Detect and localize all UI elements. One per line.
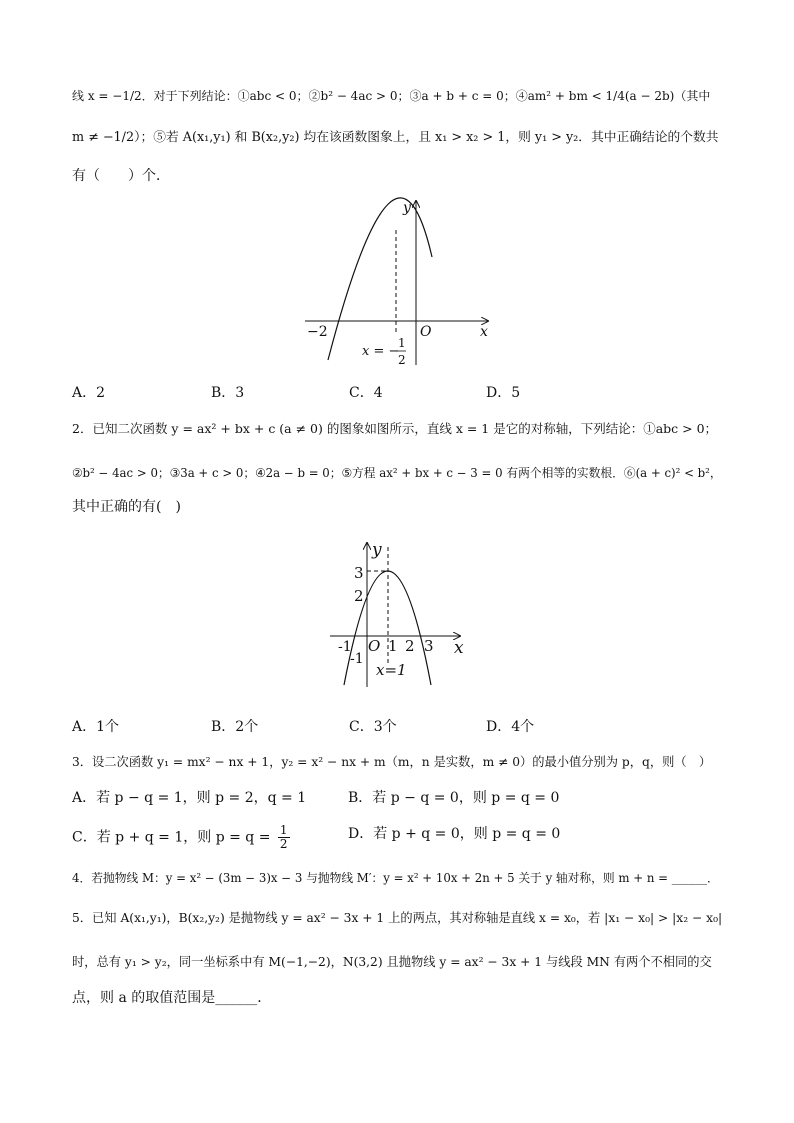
q2-tick-x1: 1	[388, 637, 398, 655]
q1-axis-label: x = −	[362, 344, 400, 359]
q2-option-b[interactable]: B．2个	[211, 719, 259, 735]
q1-line-1: 线 x = −1/2．对于下列结论：①abc < 0；②b² − 4ac > 0；③a + b + c = 0；④am² + bm < 1/4(a − 2b)（其中	[72, 89, 711, 103]
q3-line: 3．设二次函数 y₁ = mx² − nx + 1，y₂ = x² − nx + m（m，n 是实数，m ≠ 0）的最小值分别为 p，q，则（ ）	[72, 755, 712, 769]
q1-x-label: x	[480, 324, 488, 340]
q2-y-label: y	[372, 540, 382, 560]
q2-option-d[interactable]: D．4个	[486, 719, 535, 735]
q5-line-1: 5．已知 A(x₁,y₁)，B(x₂,y₂) 是抛物线 y = ax² − 3x + 1 上的两点，其对称轴是直线 x = x₀，若 |x₁ − x₀| > |x₂ − x₀|	[72, 911, 723, 925]
q2-origin-label: O	[368, 637, 381, 655]
q1-line-2: m ≠ −1/2）；⑤若 A(x₁,y₁) 和 B(x₂,y₂) 均在该函数图象上，且 x₁ > x₂ > 1，则 y₁ > y₂．其中正确结论的个数共	[72, 130, 719, 145]
q1-option-c[interactable]: C．4	[349, 385, 383, 401]
q2-tick-x3: 3	[424, 637, 434, 655]
q1-half-den: 2	[398, 353, 406, 367]
q1-origin-label: O	[420, 324, 432, 340]
q2-line-1: 2．已知二次函数 y = ax² + bx + c (a ≠ 0) 的图象如图所示，直线 x = 1 是它的对称轴，下列结论：①abc > 0；	[72, 421, 718, 436]
q3-option-c-text: C．若 p + q = 1，则 p = q =	[72, 829, 271, 846]
q1-y-label: y	[403, 200, 411, 216]
q2-tick-y2: 2	[354, 587, 364, 605]
q5-line-2: 时，总有 y₁ > y₂，同一坐标系中有 M(−1,−2)，N(3,2) 且抛物线 y = ax² − 3x + 1 与线段 MN 有两个不相同的交	[72, 955, 712, 969]
q1-option-a[interactable]: A．2	[72, 385, 106, 401]
q2-line-2: ②b² − 4ac > 0；③3a + c > 0；④2a − b = 0；⑤方程 ax² + bx + c − 3 = 0 有两个相等的实数根．⑥(a + c)² < b²，	[72, 466, 722, 480]
q1-parabola-figure	[290, 195, 500, 370]
q2-tick-ym1: -1	[350, 651, 364, 667]
q1-option-b[interactable]: B．3	[211, 385, 245, 401]
q2-tick-xm1: -1	[338, 639, 352, 655]
q2-option-a[interactable]: A．1个	[72, 719, 120, 735]
q2-axis-label: x=1	[376, 661, 407, 679]
q3-option-a[interactable]: A．若 p − q = 1，则 p = 2，q = 1	[72, 790, 307, 806]
q2-tick-x2: 2	[405, 637, 415, 655]
q2-line-3: 其中正确的有( )	[72, 499, 181, 515]
q2-parabola-figure	[320, 535, 480, 695]
q3-option-c[interactable]	[72, 824, 290, 851]
q2-option-c[interactable]: C．3个	[349, 719, 397, 735]
q3-option-b[interactable]: B．若 p − q = 0，则 p = q = 0	[348, 790, 560, 806]
q1-tick-neg2: −2	[307, 324, 328, 340]
q3-option-c-den: 2	[279, 837, 288, 851]
q3-option-c-num: 1	[279, 823, 288, 837]
q2-x-label: x	[454, 638, 464, 658]
q1-option-d[interactable]: D．5	[486, 385, 521, 401]
q5-line-3: 点，则 a 的取值范围是______．	[72, 990, 272, 1006]
q1-half-num: 1	[398, 336, 406, 350]
q3-option-d[interactable]: D．若 p + q = 0，则 p = q = 0	[348, 826, 561, 842]
q2-tick-y3: 3	[354, 564, 364, 582]
q3-option-c-fraction	[278, 824, 290, 851]
q1-line-3: 有（ ）个．	[72, 168, 170, 184]
q4-line: 4．若抛物线 M：y = x² − (3m − 3)x − 3 与抛物线 M′：y = x² + 10x + 2n + 5 关于 y 轴对称，则 m + n = ______．	[72, 871, 719, 885]
